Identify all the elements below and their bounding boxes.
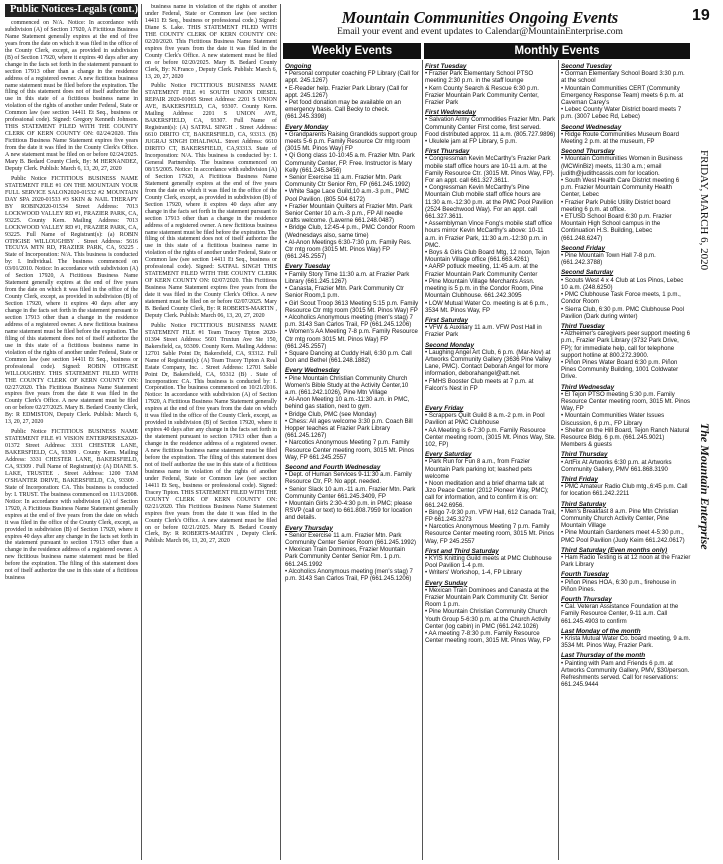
event-item: • Shelter on the Hill Board, Tejon Ranch Natural Resource Bldg. 6 p.m. (661.245.9021) Members & guests <box>561 426 690 449</box>
event-item: • E-Reader help. Frazier Park Library (Call for appt. 245.1267) <box>285 84 409 99</box>
event-item: • VFW & Auxiliary 11 a.m. VFW Post Hall in Frazier Park <box>425 324 542 339</box>
page-subtitle: Email your event and event updates to Calendar@MountainEnterprise.com <box>337 27 623 37</box>
event-item: • Chess: All ages welcome 3:30 p.m. Coach Bill Hopper teaches at Frazier Park Library (661.245.1267) <box>285 417 413 440</box>
notices-column-2 <box>145 4 277 862</box>
event-day-heading: Every Tuesday <box>285 263 330 271</box>
notice-paragraph: Public Notice FICTITIOUS BUSINESS NAME STATEMENT FILE #1 SOUTH UNION DIESEL REPAIR 2020-01065 Street Address: 2201 S UNION AVE, BAKERSFIELD, CA, 93307. County Kern. Mailing Address: 2201 S UNION AVE, BAKERSFIELD, CA, 93307. Full Name of Registrant(s): (A) SATPAL SINGH . Street Address: 6610 DIRITO CT, BAKERSFIELD, CA, 93313. (B) JUGRAJ SINGH DHALIWAL. Street Address: 6610 DIRITO CT, BAKERSFIELD, CA,93313. State of Incorporation: N/A. This business is conducted by: I. General Partnership. The business commenced on 08/15/2005. Notice: In accordance with subdivision (A) of Section 17920, A Fictitious Business Name Statement generally expires at the end of five years from the date on which it was filed in the office of the County Clerk, except, as provided in subdivision (B) of Section 17920, where it expires 40 days after any change in the facts set forth in the statement pursuant to section 17913 other than a change in the residence address of a registered owner. A new fictitious business name statement must be filed before the expiration. The filing of this statement does not of itself authorize the use in this state of a fictitious business name in violation of the rights of another under Federal, State or Common law (see section 14411 Et Seq., business or professional code). Signed: SATPAL SINGH THIS STATEMENT FILED WITH THE COUNTY CLERK OF KERN COUNTY ON: 02/07/2020. This Fictitious Business Name Statement expires five years from the date it was filed in the County Clerk's Office. A new statement must be filed on or before 02/07/2025. Mary B. Bedard County Clerk, By: R ROBERTS-MARTIN , Deputy Clerk. Publish: March 06, 13, 20, 27, 2020 <box>145 83 277 319</box>
event-item: • AARP potluck meeting, 11:45 a.m. at the Frazier Mountain Park Community Center <box>425 263 539 278</box>
notice-paragraph: commenced on N/A. Notice: In accordance with subdivision (A) of Section 17920, A Fictitious Business Name Statement generally expires at the end of five years from the date on which it was filed in the office of the County Clerk, except, as provided in subdivision (B) of Section 17920, where it expires 40 days after any change in the facts set forth in the statement pursuant to section 17913 other than a change in the residence address of a registered owner. A new fictitious business name statement must be filed before the expiration. The filing of this statement does not of itself authorize the use in this state of a fictitious business name in violation of the rights of another under Federal, State or Common law (see section 14411 Et Seq., business or professional code). Signed: Gregory Kenneth Johnson. THIS STATEMENT FILED WITH THE COUNTY CLERK OF KERN COUNTY ON: 02/24/2020. This Fictitious Business Name Statement expires five years from the date it was filed in the County Clerk's Office. A new statement must be filed on or before 02/24/2025. Mary B. Bedard County Clerk, By: M HERNANDEZ, Deputy Clerk. Publish: March 6, 13, 20, 27, 2020 <box>5 19 138 172</box>
event-day-heading: Second Thursday <box>561 148 615 156</box>
side-date: FRIDAY, MARCH 6, 2020 <box>698 150 710 271</box>
event-item: • ArtFix At Artworks 6:30 p.m. at Artworks Community Gallery, PMV 661.868.3190 <box>561 458 672 473</box>
event-item: • Park Run for Fun 8 a.m., from Frazier Mountain Park parking lot; leashed pets welcome <box>425 458 533 480</box>
event-item: • Scouts West 4 x 4 Club at Los Pinos, Lebec 10 a.m. (248.6250) <box>561 276 684 291</box>
event-item: • Salvation Army Commodities Frazier Mtn. Park Community Center First come, first served. Food distributed approx. 11 a.m. (805.727.9896) <box>425 116 556 138</box>
event-day-heading: Third Tuesday <box>561 322 605 330</box>
page-number: 19 <box>692 7 710 24</box>
event-day-heading: Fourth Thursday <box>561 596 612 604</box>
event-item: • LOW Mutual Water Co. meeting is at 6 p.m., 3534 Mt. Pinos Way, FP <box>425 299 549 314</box>
event-item: • Congressman Kevin McCarthy's Frazier Park mobile staff office hours are 10-11 a.m. at the Family Resource Ctr. (3015 Mt. Pinos Way, FP). For an appt. call 661.327.3611. <box>425 155 555 185</box>
notice-paragraph: Public Notice FICTITIOUS BUSINESS NAME STATEMENT FILE #1 VISION ENTERPRISES2020-01372 Street Address: 3331 CHESTER LANE, BAKERSFIELD, CA, 93309 . County Kern. Mailing Address: 3331 CHESTER LANE, BAKERSFIELD, CA, 93309 . Full Name of Registrant(s): (A) DIANE S. LAKE, TRUSTEE . Street Address: 1200 TAM O'SHANTER DRIVE, BAKERSFIELD, CA, 93309 . State of Incorporation: CA. This business is conducted by: I. TRUST. The business commenced on 11/13/2008. Notice: In accordance with subdivision (A) of Section 17920, A Fictitious Business Name Statement generally expires at the end of five years from the date on which it was filed in the office of the County Clerk, except, as provided in subdivision (B) of Section 17920, where it expires 40 days after any change in the facts set forth in the statement pursuant to section 17913 other than a change in the residence address of a registered owner. A new fictitious business name statement must be filed before the expiration. The filing of this statement does not of itself authorize the use in this state of a fictitious business <box>5 429 138 582</box>
event-item: • Frazier Park Elementary School PTSO meeting 2:30 p.m. in the staff lounge <box>425 70 534 85</box>
event-day-heading: Third Friday <box>561 475 598 483</box>
event-item: • Frazier Park Public Utility District board meeting 6 p.m. at office. <box>561 198 671 213</box>
event-item: • Dept. of Human Services 9-11:30 a.m. Family Resource Ctr, FP. No appt. needed. <box>285 471 412 486</box>
event-item: • Bridge Club, PMC (see Monday) <box>285 410 377 418</box>
event-day-heading: Every Monday <box>285 123 329 131</box>
event-day-heading: Every Saturday <box>425 451 472 459</box>
event-item: • Bridge Club, 12:45-4 p.m., PMC Condor Room (Wednesdays also, same time) <box>285 224 415 239</box>
event-day-heading: Last Thursday of the month <box>561 652 646 660</box>
event-day-heading: Second Tuesday <box>561 63 612 70</box>
event-item: • El Tejon PTSO meeting 5:30 p.m. Family Resource Center meeting room, 3015 Mt. Pinos Way, FP <box>561 390 691 413</box>
side-text <box>697 150 712 550</box>
event-item: • Narcotics Anonymous Meeting 7 p.m. Family Resource Center meeting room, 3015 Mt. Pinos Way, FP 661.245.2557 <box>285 439 415 461</box>
column-divider <box>422 60 423 860</box>
event-item: • Sierra Club, 6:30 p.m. PMC Clubhouse Pool Pavilion (Dark during winter) <box>561 305 685 320</box>
event-day-heading: Second Saturday <box>561 269 614 277</box>
event-day-heading: Second Friday <box>561 244 606 252</box>
event-day-heading: First Tuesday <box>425 63 467 70</box>
event-day-heading: First Saturday <box>425 316 468 324</box>
event-day-heading: Third Thursday <box>561 451 608 459</box>
event-item: • Pine Mountain Christian Community Church Women's Bible Study at the Activity Center,10 a.m. (661.242.1026), Pine Mtn Village <box>285 374 409 396</box>
event-day-heading: Every Thursday <box>285 524 333 532</box>
event-item: • Mexican Train Dominoes and Canasta at the Frazier Mountain Park Community Ctr. Senior Room 1 p.m. <box>425 586 550 609</box>
spacer <box>425 392 556 402</box>
weekly-events-column <box>285 63 419 861</box>
event-item: • Pet food donation may be available on an emergency basis. Call Becky to check. (661.245.3398) <box>285 99 401 121</box>
event-item: • Mountain Girls 2:30-4:30 p.m. in PMC; please RSVP (call or text) to 661.808.7959 for location and details. <box>285 499 413 522</box>
event-item: • AA Meeting is 6-7:30 p.m. Family Resource Center meeting room, (3015 Mt. Pinos Way, Ste. 102, FP) <box>425 426 556 448</box>
event-item: • Square Dancing at Cuddy Hall, 6:30 p.m. Call Don and Bethel (661.248.1882) <box>285 349 412 365</box>
event-item: • Pine Mountain Gardeners meet 4-5:30 p.m., PMC Pool Pavilion (Judy Keim 661.242.0617) <box>561 529 685 544</box>
event-item: • Assemblyman Vince Fong's mobile staff office hours mirror Kevin McCarthy's above: 10-11 a.m. in Frazier Park, 11:30 a.m.-12:30 p.m. in PMC. <box>425 220 553 249</box>
event-item: • Painting with Pam and Friends 6 p.m. at Artworks Community Gallery, PMV, $30/person. Refreshments served. Call for reservations: 661.245.9444 <box>561 659 690 689</box>
event-item: • Girl Scout Troop 3613 Meeting 5:15 p.m. Family Resource Ctr mtg room (3015 Mt. Pinos Way) FP <box>285 299 419 314</box>
event-item: • Narcotics Anonymous Meeting 7 p.m. Family Resource Center meeting room, 3015 Mt. Pinos Way, FP 245.2557 <box>425 523 555 545</box>
event-day-heading: Every Wednesday <box>285 367 340 375</box>
event-item: • Kern County Search & Rescue 6:30 p.m. Frazier Mountain Park Community Center, Frazier Park <box>425 84 539 107</box>
event-day-heading: Third Saturday <box>561 500 607 508</box>
event-item: • Writers' Workshop, 1-4, FP Library <box>425 569 522 577</box>
column-divider <box>558 60 559 860</box>
event-item: • KYIS Knitting Guild meets at PMC Clubhouse Pool Pavilion 1-4 p.m. <box>425 555 552 570</box>
monthly-events-column-2 <box>561 63 691 861</box>
event-item: • Personal computer coaching FP Library (Call for appt. 245.1267) <box>285 70 419 85</box>
event-item: • Pine Mountain Town Hall 7-8 p.m. (661.242.3788) <box>561 252 656 267</box>
event-item: • Mountain Communities Water Issues Discussion, 6 p.m., FP Library <box>561 412 665 427</box>
event-item: • Scrappers Quilt Guild 8 a.m.-2 p.m. in Pool Pavilion at PMC Clubhouse <box>425 412 545 427</box>
event-item: • Senior Exercise 11 a.m. Frazier Mtn. Park Community Center Senior Room (661.245.1992) <box>285 531 417 546</box>
event-item: • Al-Anon Meetings 6:30-7:30 p.m. Family Res. Ctr mtg room (3015 Mt. Pinos Way) FP (661.245.2557) <box>285 238 412 261</box>
event-item: • Piñon Pines HOA, 6:30 p.m., firehouse in Piñon Pines. <box>561 578 676 593</box>
event-item: • Men's Breakfast 8 a.m. Pine Mtn Christian Community Church Activity Center, Pine Mountain Village <box>561 507 679 530</box>
event-item: • Ham Radio Testing is at 12 noon at the Frazier Park Library <box>561 554 691 569</box>
notice-paragraph: Public Notice FICTITIOUS BUSINESS NAME STATEMENT FILE #1 Team Tracey Tipton 2020-01394 Street Address: 5601 Truxtun Ave Ste 150, Bakersfield, ca, 93309. County Kern. Mailing Address: 12701 Sable Point Dr, Bakersfield, CA, 93312. Full Name of Registrant(s): (A) Team Tracey Tipton A Real Estate Company, Inc. . Street Address: 12701 Sable Point Dr, Bakersfield, CA, 93312 (B) . State of Incorporation: CA. This business is conducted by: I. Corporation. The business commenced on 10/21/2016. Notice: In accordance with subdivision (A) of Section 17920, A Fictitious Business Name Statement generally expires at the end of five years from the date on which it was filed in the office of the County Clerk, except, as provided in subdivision (B) of Section 17920, where it expires 40 days after any change in the facts set forth in the statement pursuant to section 17913 other than a change in the residence address of a registered owner. A new fictitious business name statement must be filed before the expiration. The filing of this statement does not of itself authorize the use in this state of a fictitious business name in violation of the rights of another under Federal, State or Common law (see section 14411 Et Seq., business or professional code). Signed: Tracey Tipton. THIS STATEMENT FILED WITH THE COUNTY CLERK OF KERN COUNTY ON: 02/21/2020. This Fictitious Business Name Statement expires five years from the date it was filed in the County Clerk's Office. A new statement must be filed on or before 02/21/2025. Mary B. Bedard County Clerk, By: R ROBERTS-MARTIN , Deputy Clerk. Publish: March 06, 13, 20, 27, 2020 <box>145 322 277 545</box>
event-day-heading: Fourth Tuesday <box>561 571 609 579</box>
event-item: • Pine Mountain Village Merchants Assn. meeting is 5 p.m. in the Condor Room, Pine Mountain Clubhouse. 661.242.3095 <box>425 277 544 300</box>
column-divider <box>141 4 142 860</box>
weekly-events-banner: Weekly Events <box>283 43 421 59</box>
monthly-events-column-1 <box>425 63 556 861</box>
event-item: • Mountain Communities Women in Business (MCWinBiz) meets, 11:30 a.m.; email judith@judithcassis.com for location. <box>561 155 683 177</box>
notice-paragraph: Public Notice FICTITIOUS BUSINESS NAME STATEMENT FILE #1 ON THE MOUNTAIN YOUR FULL SERVICE SALON2020-01532 #2 MOUNTAIN DAY SPA 2020-01533 #3 SKIN & NAIL THERAPY BY ROBIN2020-01534 Street Address: 7013 LOCKWOOD VALLEY RD #1, FRAZIER PARK, CA, 93225. County Kern. Mailing Address: 7013 LOCKWOOD VALLEY RD #1, FRAZIER PARK, CA, 93225. Full Name of Registrant(s): (a) ROBIN OTHGISE WILLOUGHBY . Street Address: 5616 TECUYA MTN RD, FRAZIER PARK, CA, 93225 . State of Incorporation: N/A. This business is conducted by: I. Individual. The business commenced on 03/01/2010. Notice: In accordance with subdivision (A) of Section 17920, A Fictitious Business Name Statement generally expires at the end of five years from the date on which it was filed in the office of the County Clerk, except, as provided in subdivision (B) of Section 17920, where it expires 40 days after any change in the facts set forth in the statement pursuant to section 17913 other than a change in the residence address of a registered owner. A new fictitious business name statement must be filed before the expiration. The filing of this statement does not of itself authorize the use in this state of a fictitious business name in violation of the rights of another under Federal, State or Common law (see section 14411 Et Seq., business or professional code). Signed: ROBIN OTHGISE WILLOUGHBY. THIS STATEMENT FILED WITH THE COUNTY CLERK OF KERN COUNTY ON: 02/27/2020. This Fictitious Business Name Statement expires five years from the date it was filed in the County Clerk's Office. A new statement must be filed on or before 02/27/2025. Mary B. Bedard County Clerk, By: R EDMISTON, Deputy Clerk. Publish: March 6, 13, 20, 27, 2020 <box>5 175 138 426</box>
event-item: • Boys & Girls Club Board Mtg, 12 noon, Tejon Mountain Village office (661.663.4261) <box>425 249 550 264</box>
event-item: • Noon meditation and a brief dharma talk at Jizo Peace Center (2012 Pioneer Way, PMC); call for information, and to confirm it is on: 661.242.6956. <box>425 479 549 509</box>
event-item: • Senior Exercise 11 a.m. Frazier Mtn. Park Community Ctr Senior Rm, FP (661.245.1992) <box>285 174 411 189</box>
event-item: • Senior Slack 10 a.m.-11 a.m. Frazier Mtn. Park Community Center 661.245.3409, FP <box>285 485 416 500</box>
side-publication: The Mountain Enterprise <box>698 422 712 550</box>
event-day-heading: Second Wednesday <box>561 123 622 131</box>
event-day-heading: First Thursday <box>425 148 470 156</box>
event-item: • Mountain Communities CERT (Community Emergency Response Team) meets 6 p.m. at Caveman Carey's <box>561 84 684 107</box>
event-item: • White Sage Lace Guild,10 a.m.-3 p.m., PMC Pool Pavilion. (805 504 6172) <box>285 188 410 203</box>
event-day-heading: Ongoing <box>285 63 312 70</box>
event-item: • Mexican Train Dominoes, Frazier Mountain Park Community Center Senior Rm. 1 p.m. 661.245.1992 <box>285 546 405 568</box>
side-band <box>696 150 714 690</box>
event-item: • Ukulele jam at FP Library, 5 p.m. <box>425 138 517 146</box>
event-item: • Lebec County Water District board meets 7 p.m. (3007 Lebec Rd, Lebec) <box>561 106 682 121</box>
event-day-heading: Third Wednesday <box>561 383 615 391</box>
event-item: • Congressman Kevin McCarthy's Pine Mountain Club mobile staff office hours are 11:30 a.m.-12:30 p.m. at the PMC Pool Pavilion (2524 Beechwood Way). For an appt. call 661.327.3611. <box>425 184 554 221</box>
event-item: • Alzheimer's caregivers peer support meeting 6 p.m., Frazier Park Library (3732 Park Drive, FP); for immediate help, call for telephone support hotline at 800.272.3900. <box>561 330 690 359</box>
event-item: • Canasta, Frazier Mtn. Park Community Ctr Senior Room,1 p.m. <box>285 285 404 300</box>
event-item: • Bingo 7-9:30 p.m. VFW Hall, 612 Canada Trail, FP 661.245.3273 <box>425 508 556 523</box>
event-item: • PMC Clubhouse Task Force meets, 1 p.m., Condor Room <box>561 291 681 306</box>
event-item: • Family Story Time 11:30 a.m. at Frazier Park Library (661.245.1267) <box>285 270 410 285</box>
event-item: • Cal. Veteran Assistance Foundation at the Family Resource Center, 9-11 a.m. Call 661.245.4903 to confirm <box>561 603 679 625</box>
event-item: • Frazier Mountain Quilters at Frazier Mtn. Park Senior Center 10 a.m.-3 p.m., FP All needle crafts welcome. (Laverne 661.248.0487) <box>285 202 413 225</box>
event-item: • South West Health Care District meeting 6 p.m. Frazier Mountain Community Health Center, Lebec <box>561 177 680 199</box>
event-item: • Piñon Pines Water Board 6:30 p.m. Piñon Pines Community Building, 1001 Coldwater Drive. <box>561 358 679 381</box>
event-item: • Grandparents Raising Grandkids support group meets 5-6 p.m. Family Resource Ctr mtg room (3015 Mt. Pinos Way) FP <box>285 130 417 153</box>
event-item: • Qi Gong class 10-10:45 a.m. Frazier Mtn. Park Community Center, FP. Free. Instructor is Mary Kelly (661.245.3456) <box>285 152 415 174</box>
event-item: • AA meeting 7-8:30 p.m. Family Resource Center meeting room, 3015 Mt. Pinos Way, FP <box>425 630 551 645</box>
event-item: • Laughing Angel Art Club, 6 p.m. (Mar-Nov) at Artworks Community Gallery (3636 Pine Valley Lane, PMC). Contact Deborah Angel for more information, deborahangel@att.net. <box>425 348 552 378</box>
event-day-heading: Every Friday <box>425 404 464 412</box>
event-day-heading: Last Monday of the month <box>561 627 641 635</box>
event-item: • Gorman Elementary School Board 3:30 p.m. at the school <box>561 70 685 85</box>
event-item: • PMC Amateur Radio Club mtg.,6:45 p.m. Call for location 661.242.2211 <box>561 483 688 498</box>
event-day-heading: First Wednesday <box>425 109 477 117</box>
event-item: • ETUSD School Board 6:30 p.m. Frazier Mountain High School campus in the Continuation H.S. Building, Lebec (661.248.6247) <box>561 213 672 242</box>
notices-heading: Public Notices-Legals (cont.) <box>5 4 138 17</box>
notices-column-1 <box>5 4 138 862</box>
event-item: • Pine Mountain Christian Community Church Youth Group 5-6:30 p.m. at the Church Activity Center (log cabin) in PMC (661.242.1026) <box>425 608 551 630</box>
event-day-heading: Second and Fourth Wednesday <box>285 463 381 471</box>
event-day-heading: Third Saturday (Even months only) <box>561 546 668 554</box>
event-item: • Al-Anon Meeting 10 a.m.-11:30 a.m. in PMC, behind gas station, next to gym. <box>285 396 410 411</box>
event-item: • FMHS Booster Club meets at 7 p.m. at Falcon's Nest in FP <box>425 377 534 392</box>
event-item: • Alcoholics Anonymous meeting (men's stag) 7 p.m. 3143 San Carlos Trail, FP (661.245.1206) <box>285 567 413 583</box>
event-day-heading: Every Sunday <box>425 579 468 587</box>
event-item: • Women's AA Meeting 7-8 p.m. Family Resource Ctr mtg room 3015 Mt. Pinos Way) FP (661.245.2557) <box>285 328 418 350</box>
event-day-heading: Second Monday <box>425 341 475 349</box>
event-day-heading: First and Third Saturday <box>425 547 499 555</box>
page-title: Mountain Communities Ongoing Events <box>341 8 619 27</box>
event-item: • Krista Mutual Water Co. board meeting, 9 a.m. 3534 Mt. Pinos Way, Frazier Park. <box>561 635 691 650</box>
event-item: • Alcoholics Anonymous meeting (men's stag) 7 p.m. 3143 San Carlos Trail, FP (661.245.1206) <box>285 313 413 329</box>
monthly-events-banner: Monthly Events <box>424 43 690 59</box>
event-item: • Ridge Route Communities Museum Board Meeting 2 p.m. at the museum, FP <box>561 130 679 146</box>
notice-paragraph: business name in violation of the rights of another under Federal, State or Common law (see section 14411 Et Seq., business or professional code.) Signed: Diane S. Lake. THIS STATEMENT FILED WITH THE COUNTY CLERK OF KERN COUNTY ON: 02/20/2020. This Fictitious Business Name Statement expires five years from the date it was filed in the County Clerk's Office. A new statement must be filed on or before 02/20/2025. Mary B. Bedard County Clerk, By: N.Franco , Deputy Clerk. Publish: March 6, 13, 20, 27, 2020 <box>145 4 277 80</box>
column-divider <box>280 4 281 860</box>
